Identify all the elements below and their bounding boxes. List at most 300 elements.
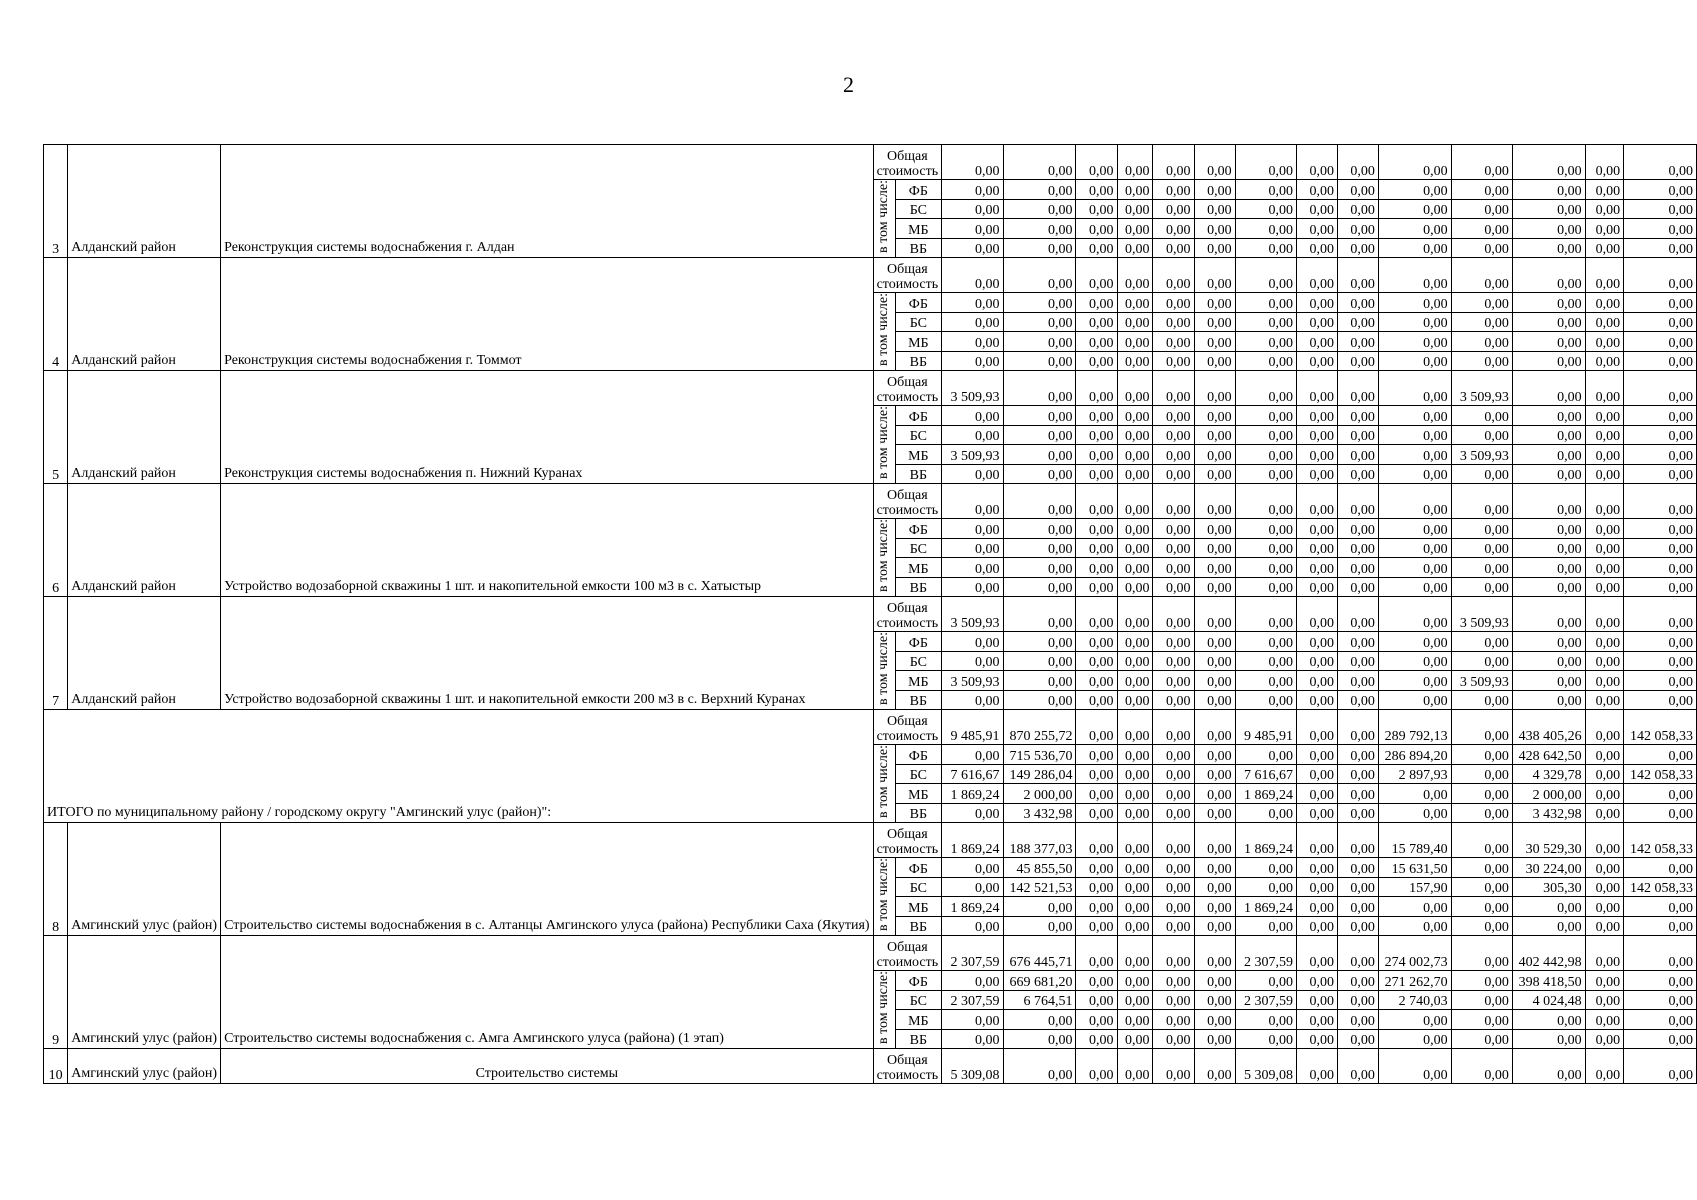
page-number: 2 bbox=[843, 72, 854, 97]
amount-cell: 0,00 bbox=[1153, 519, 1194, 539]
general-cost-label: Общая стоимость bbox=[873, 710, 942, 745]
amount-cell: 0,00 bbox=[1585, 823, 1623, 858]
amount-cell: 676 445,71 bbox=[1003, 936, 1076, 971]
amount-cell: 0,00 bbox=[1296, 199, 1337, 219]
amount-cell: 0,00 bbox=[1235, 445, 1296, 465]
amount-cell: 0,00 bbox=[1451, 577, 1512, 597]
amount-cell: 0,00 bbox=[1117, 823, 1153, 858]
amount-cell: 0,00 bbox=[1235, 219, 1296, 239]
amount-cell: 0,00 bbox=[1296, 597, 1337, 632]
amount-cell: 0,00 bbox=[1296, 823, 1337, 858]
amount-cell: 0,00 bbox=[1585, 145, 1623, 180]
amount-cell: 0,00 bbox=[1117, 312, 1153, 332]
amount-cell: 0,00 bbox=[1153, 238, 1194, 258]
amount-cell: 289 792,13 bbox=[1378, 710, 1451, 745]
amount-cell: 30 529,30 bbox=[1512, 823, 1585, 858]
amount-cell: 0,00 bbox=[1451, 484, 1512, 519]
amount-cell: 0,00 bbox=[1003, 425, 1076, 445]
amount-cell: 0,00 bbox=[1235, 916, 1296, 936]
amount-cell: 0,00 bbox=[1451, 764, 1512, 784]
amount-cell: 0,00 bbox=[1451, 971, 1512, 991]
amount-cell: 0,00 bbox=[1076, 445, 1117, 465]
amount-cell: 3 509,93 bbox=[1451, 445, 1512, 465]
row-number: 9 bbox=[44, 936, 68, 1049]
amount-cell: 0,00 bbox=[1624, 371, 1697, 406]
amount-cell: 0,00 bbox=[1624, 558, 1697, 578]
amount-cell: 305,30 bbox=[1512, 877, 1585, 897]
amount-cell: 0,00 bbox=[1585, 858, 1623, 878]
amount-cell: 3 432,98 bbox=[1512, 803, 1585, 823]
amount-cell: 0,00 bbox=[1378, 803, 1451, 823]
amount-cell: 188 377,03 bbox=[1003, 823, 1076, 858]
amount-cell: 0,00 bbox=[1153, 632, 1194, 652]
funding-source: ВБ bbox=[895, 916, 942, 936]
amount-cell: 0,00 bbox=[1338, 690, 1379, 710]
funding-source: МБ bbox=[895, 332, 942, 352]
amount-cell: 5 309,08 bbox=[1235, 1049, 1296, 1084]
amount-cell: 0,00 bbox=[1194, 651, 1235, 671]
amount-cell: 0,00 bbox=[1512, 690, 1585, 710]
amount-cell: 0,00 bbox=[1338, 145, 1379, 180]
amount-cell: 0,00 bbox=[1585, 293, 1623, 313]
amount-cell: 157,90 bbox=[1378, 877, 1451, 897]
amount-cell: 0,00 bbox=[1338, 710, 1379, 745]
project-name: Реконструкция системы водоснабжения п. Нижний Куранах bbox=[221, 371, 873, 484]
amount-cell: 715 536,70 bbox=[1003, 745, 1076, 765]
amount-cell: 0,00 bbox=[1194, 745, 1235, 765]
amount-cell: 0,00 bbox=[942, 877, 1003, 897]
amount-cell: 0,00 bbox=[1194, 519, 1235, 539]
table-row bbox=[44, 1049, 1697, 1084]
amount-cell: 398 418,50 bbox=[1512, 971, 1585, 991]
amount-cell: 0,00 bbox=[1117, 764, 1153, 784]
amount-cell: 0,00 bbox=[1117, 464, 1153, 484]
amount-cell: 0,00 bbox=[1338, 877, 1379, 897]
row-number: 10 bbox=[44, 1049, 68, 1084]
amount-cell: 0,00 bbox=[942, 558, 1003, 578]
amount-cell: 0,00 bbox=[1585, 180, 1623, 200]
amount-cell: 0,00 bbox=[1194, 538, 1235, 558]
amount-cell: 0,00 bbox=[1296, 784, 1337, 804]
amount-cell: 0,00 bbox=[1378, 219, 1451, 239]
amount-cell: 0,00 bbox=[1194, 803, 1235, 823]
amount-cell: 3 432,98 bbox=[1003, 803, 1076, 823]
amount-cell: 0,00 bbox=[1451, 293, 1512, 313]
amount-cell: 0,00 bbox=[1117, 1029, 1153, 1049]
including-text: в том числе: bbox=[876, 632, 892, 705]
amount-cell: 149 286,04 bbox=[1003, 764, 1076, 784]
amount-cell: 0,00 bbox=[942, 803, 1003, 823]
amount-cell: 1 869,24 bbox=[942, 784, 1003, 804]
amount-cell: 0,00 bbox=[1076, 351, 1117, 371]
amount-cell: 0,00 bbox=[1338, 558, 1379, 578]
amount-cell: 7 616,67 bbox=[942, 764, 1003, 784]
amount-cell: 0,00 bbox=[1153, 538, 1194, 558]
amount-cell: 0,00 bbox=[1235, 597, 1296, 632]
amount-cell: 0,00 bbox=[1194, 332, 1235, 352]
amount-cell: 0,00 bbox=[942, 351, 1003, 371]
amount-cell: 0,00 bbox=[1338, 445, 1379, 465]
project-name: Реконструкция системы водоснабжения г. Алдан bbox=[221, 145, 873, 258]
district-name: Алданский район bbox=[68, 484, 221, 597]
including-text: в том числе: bbox=[876, 519, 892, 592]
amount-cell: 0,00 bbox=[1585, 425, 1623, 445]
total-label: ИТОГО по муниципальному району / городскому округу "Амгинский улус (район)": bbox=[44, 710, 874, 823]
amount-cell: 0,00 bbox=[1512, 597, 1585, 632]
amount-cell: 0,00 bbox=[1378, 519, 1451, 539]
amount-cell: 0,00 bbox=[1512, 145, 1585, 180]
amount-cell: 142 058,33 bbox=[1624, 877, 1697, 897]
amount-cell: 0,00 bbox=[1378, 651, 1451, 671]
amount-cell: 0,00 bbox=[1585, 710, 1623, 745]
amount-cell: 0,00 bbox=[1451, 425, 1512, 445]
amount-cell: 0,00 bbox=[1003, 145, 1076, 180]
amount-cell: 2 740,03 bbox=[1378, 990, 1451, 1010]
budget-table bbox=[43, 144, 1697, 1084]
amount-cell: 0,00 bbox=[1512, 219, 1585, 239]
amount-cell: 6 764,51 bbox=[1003, 990, 1076, 1010]
funding-source: ВБ bbox=[895, 803, 942, 823]
amount-cell: 0,00 bbox=[1194, 671, 1235, 691]
amount-cell: 0,00 bbox=[1235, 406, 1296, 426]
amount-cell: 0,00 bbox=[1338, 1029, 1379, 1049]
general-cost-label: Общая стоимость bbox=[873, 371, 942, 406]
amount-cell: 0,00 bbox=[942, 145, 1003, 180]
amount-cell: 0,00 bbox=[1076, 180, 1117, 200]
amount-cell: 0,00 bbox=[1624, 936, 1697, 971]
amount-cell: 0,00 bbox=[1076, 199, 1117, 219]
amount-cell: 0,00 bbox=[942, 745, 1003, 765]
amount-cell: 0,00 bbox=[1194, 464, 1235, 484]
amount-cell: 0,00 bbox=[1117, 293, 1153, 313]
amount-cell: 0,00 bbox=[1235, 538, 1296, 558]
amount-cell: 0,00 bbox=[1296, 312, 1337, 332]
amount-cell: 0,00 bbox=[1117, 690, 1153, 710]
amount-cell: 0,00 bbox=[1153, 425, 1194, 445]
amount-cell: 0,00 bbox=[1117, 877, 1153, 897]
amount-cell: 0,00 bbox=[1076, 916, 1117, 936]
amount-cell: 0,00 bbox=[1451, 990, 1512, 1010]
amount-cell: 0,00 bbox=[1194, 351, 1235, 371]
amount-cell: 0,00 bbox=[1235, 312, 1296, 332]
amount-cell: 0,00 bbox=[1624, 484, 1697, 519]
amount-cell: 0,00 bbox=[1117, 745, 1153, 765]
amount-cell: 0,00 bbox=[1003, 199, 1076, 219]
amount-cell: 0,00 bbox=[1076, 803, 1117, 823]
amount-cell: 0,00 bbox=[1378, 632, 1451, 652]
amount-cell: 0,00 bbox=[1296, 990, 1337, 1010]
amount-cell: 0,00 bbox=[1076, 971, 1117, 991]
amount-cell: 0,00 bbox=[1296, 577, 1337, 597]
amount-cell: 0,00 bbox=[1076, 238, 1117, 258]
amount-cell: 0,00 bbox=[1585, 877, 1623, 897]
amount-cell: 0,00 bbox=[942, 180, 1003, 200]
general-cost-label: Общая стоимость bbox=[873, 823, 942, 858]
funding-source: МБ bbox=[895, 671, 942, 691]
amount-cell: 0,00 bbox=[942, 258, 1003, 293]
amount-cell: 7 616,67 bbox=[1235, 764, 1296, 784]
amount-cell: 0,00 bbox=[1624, 445, 1697, 465]
amount-cell: 0,00 bbox=[1451, 1049, 1512, 1084]
amount-cell: 0,00 bbox=[1451, 351, 1512, 371]
amount-cell: 0,00 bbox=[1117, 597, 1153, 632]
amount-cell: 30 224,00 bbox=[1512, 858, 1585, 878]
funding-source: ФБ bbox=[895, 406, 942, 426]
amount-cell: 0,00 bbox=[1194, 1049, 1235, 1084]
amount-cell: 0,00 bbox=[1451, 710, 1512, 745]
amount-cell: 0,00 bbox=[942, 858, 1003, 878]
amount-cell: 0,00 bbox=[1235, 351, 1296, 371]
amount-cell: 0,00 bbox=[1378, 897, 1451, 917]
funding-source: ФБ bbox=[895, 971, 942, 991]
amount-cell: 0,00 bbox=[1003, 351, 1076, 371]
amount-cell: 0,00 bbox=[1296, 690, 1337, 710]
amount-cell: 0,00 bbox=[1117, 425, 1153, 445]
amount-cell: 0,00 bbox=[1512, 519, 1585, 539]
including-text: в том числе: bbox=[876, 745, 892, 818]
amount-cell: 3 509,93 bbox=[942, 371, 1003, 406]
amount-cell: 2 897,93 bbox=[1378, 764, 1451, 784]
amount-cell: 0,00 bbox=[1003, 332, 1076, 352]
amount-cell: 0,00 bbox=[1235, 877, 1296, 897]
amount-cell: 0,00 bbox=[1117, 519, 1153, 539]
amount-cell: 0,00 bbox=[1003, 293, 1076, 313]
amount-cell: 0,00 bbox=[1338, 803, 1379, 823]
amount-cell: 0,00 bbox=[1003, 406, 1076, 426]
funding-source: БС bbox=[895, 990, 942, 1010]
amount-cell: 0,00 bbox=[1512, 332, 1585, 352]
amount-cell: 0,00 bbox=[1296, 519, 1337, 539]
amount-cell: 0,00 bbox=[1451, 558, 1512, 578]
amount-cell: 142 058,33 bbox=[1624, 764, 1697, 784]
amount-cell: 0,00 bbox=[1153, 877, 1194, 897]
amount-cell: 0,00 bbox=[942, 238, 1003, 258]
amount-cell: 0,00 bbox=[1378, 1010, 1451, 1030]
including-text: в том числе: bbox=[876, 293, 892, 366]
amount-cell: 0,00 bbox=[1194, 1010, 1235, 1030]
amount-cell: 0,00 bbox=[1194, 916, 1235, 936]
funding-source: БС bbox=[895, 651, 942, 671]
amount-cell: 0,00 bbox=[1296, 897, 1337, 917]
amount-cell: 0,00 bbox=[1624, 632, 1697, 652]
amount-cell: 0,00 bbox=[1153, 180, 1194, 200]
amount-cell: 0,00 bbox=[1624, 258, 1697, 293]
funding-source: ВБ bbox=[895, 238, 942, 258]
amount-cell: 2 307,59 bbox=[942, 990, 1003, 1010]
amount-cell: 402 442,98 bbox=[1512, 936, 1585, 971]
amount-cell: 1 869,24 bbox=[1235, 823, 1296, 858]
amount-cell: 0,00 bbox=[1235, 238, 1296, 258]
amount-cell: 0,00 bbox=[1003, 651, 1076, 671]
district-name: Алданский район bbox=[68, 371, 221, 484]
amount-cell: 0,00 bbox=[1585, 199, 1623, 219]
amount-cell: 0,00 bbox=[1117, 897, 1153, 917]
amount-cell: 0,00 bbox=[1194, 990, 1235, 1010]
amount-cell: 0,00 bbox=[1194, 577, 1235, 597]
amount-cell: 0,00 bbox=[1512, 1029, 1585, 1049]
amount-cell: 0,00 bbox=[1003, 219, 1076, 239]
amount-cell: 0,00 bbox=[1076, 258, 1117, 293]
amount-cell: 0,00 bbox=[1585, 577, 1623, 597]
table-row bbox=[44, 484, 1697, 519]
amount-cell: 0,00 bbox=[1153, 577, 1194, 597]
amount-cell: 0,00 bbox=[1451, 745, 1512, 765]
row-number: 6 bbox=[44, 484, 68, 597]
amount-cell: 0,00 bbox=[1624, 577, 1697, 597]
general-cost-label: Общая стоимость bbox=[873, 484, 942, 519]
amount-cell: 0,00 bbox=[1194, 199, 1235, 219]
district-name: Алданский район bbox=[68, 145, 221, 258]
amount-cell: 0,00 bbox=[942, 632, 1003, 652]
amount-cell: 2 307,59 bbox=[942, 936, 1003, 971]
amount-cell: 0,00 bbox=[1117, 258, 1153, 293]
amount-cell: 0,00 bbox=[1585, 897, 1623, 917]
amount-cell: 0,00 bbox=[1378, 558, 1451, 578]
amount-cell: 0,00 bbox=[1117, 238, 1153, 258]
including-label bbox=[873, 745, 895, 823]
amount-cell: 0,00 bbox=[1194, 445, 1235, 465]
amount-cell: 0,00 bbox=[1338, 651, 1379, 671]
amount-cell: 0,00 bbox=[1451, 238, 1512, 258]
amount-cell: 0,00 bbox=[1194, 764, 1235, 784]
amount-cell: 0,00 bbox=[1512, 558, 1585, 578]
amount-cell: 0,00 bbox=[1076, 145, 1117, 180]
funding-source: ФБ bbox=[895, 180, 942, 200]
amount-cell: 0,00 bbox=[942, 1010, 1003, 1030]
amount-cell: 0,00 bbox=[942, 406, 1003, 426]
table-row bbox=[44, 597, 1697, 632]
amount-cell: 0,00 bbox=[1194, 425, 1235, 445]
amount-cell: 0,00 bbox=[1451, 538, 1512, 558]
amount-cell: 0,00 bbox=[1117, 671, 1153, 691]
amount-cell: 0,00 bbox=[1338, 916, 1379, 936]
amount-cell: 0,00 bbox=[1194, 897, 1235, 917]
amount-cell: 0,00 bbox=[1296, 464, 1337, 484]
amount-cell: 0,00 bbox=[1235, 258, 1296, 293]
amount-cell: 0,00 bbox=[1153, 484, 1194, 519]
amount-cell: 0,00 bbox=[1076, 484, 1117, 519]
amount-cell: 0,00 bbox=[1378, 577, 1451, 597]
amount-cell: 0,00 bbox=[1585, 632, 1623, 652]
amount-cell: 669 681,20 bbox=[1003, 971, 1076, 991]
amount-cell: 0,00 bbox=[1338, 1049, 1379, 1084]
amount-cell: 0,00 bbox=[1624, 351, 1697, 371]
amount-cell: 0,00 bbox=[1512, 484, 1585, 519]
amount-cell: 0,00 bbox=[1585, 971, 1623, 991]
amount-cell: 0,00 bbox=[1378, 690, 1451, 710]
including-label bbox=[873, 632, 895, 710]
amount-cell: 1 869,24 bbox=[1235, 897, 1296, 917]
amount-cell: 0,00 bbox=[942, 690, 1003, 710]
amount-cell: 0,00 bbox=[1076, 332, 1117, 352]
amount-cell: 0,00 bbox=[1153, 145, 1194, 180]
amount-cell: 0,00 bbox=[942, 199, 1003, 219]
amount-cell: 0,00 bbox=[1296, 1029, 1337, 1049]
amount-cell: 0,00 bbox=[1003, 180, 1076, 200]
amount-cell: 0,00 bbox=[1296, 351, 1337, 371]
amount-cell: 0,00 bbox=[1117, 858, 1153, 878]
amount-cell: 0,00 bbox=[1585, 219, 1623, 239]
amount-cell: 0,00 bbox=[1512, 312, 1585, 332]
general-cost-label: Общая стоимость bbox=[873, 258, 942, 293]
amount-cell: 0,00 bbox=[1338, 971, 1379, 991]
amount-cell: 142 521,53 bbox=[1003, 877, 1076, 897]
funding-source: ВБ bbox=[895, 464, 942, 484]
funding-source: ФБ bbox=[895, 293, 942, 313]
amount-cell: 0,00 bbox=[1338, 371, 1379, 406]
funding-source: ВБ bbox=[895, 351, 942, 371]
amount-cell: 0,00 bbox=[1378, 1029, 1451, 1049]
project-name: Строительство системы водоснабжения в с. Алтанцы Амгинского улуса (района) Республики Саха (Якутия) bbox=[221, 823, 873, 936]
including-label bbox=[873, 406, 895, 484]
amount-cell: 2 000,00 bbox=[1512, 784, 1585, 804]
amount-cell: 0,00 bbox=[1003, 258, 1076, 293]
funding-source: ФБ bbox=[895, 858, 942, 878]
amount-cell: 0,00 bbox=[1338, 671, 1379, 691]
amount-cell: 0,00 bbox=[1235, 293, 1296, 313]
amount-cell: 0,00 bbox=[1235, 145, 1296, 180]
amount-cell: 0,00 bbox=[1378, 145, 1451, 180]
including-text: в том числе: bbox=[876, 180, 892, 253]
amount-cell: 0,00 bbox=[1296, 445, 1337, 465]
amount-cell: 0,00 bbox=[1194, 145, 1235, 180]
amount-cell: 1 869,24 bbox=[942, 897, 1003, 917]
amount-cell: 0,00 bbox=[1296, 803, 1337, 823]
amount-cell: 0,00 bbox=[1585, 238, 1623, 258]
amount-cell: 0,00 bbox=[1624, 519, 1697, 539]
amount-cell: 3 509,93 bbox=[1451, 371, 1512, 406]
amount-cell: 0,00 bbox=[942, 464, 1003, 484]
amount-cell: 0,00 bbox=[1512, 538, 1585, 558]
amount-cell: 0,00 bbox=[1338, 538, 1379, 558]
amount-cell: 0,00 bbox=[1194, 877, 1235, 897]
funding-source: МБ bbox=[895, 558, 942, 578]
funding-source: МБ bbox=[895, 445, 942, 465]
amount-cell: 0,00 bbox=[1153, 406, 1194, 426]
amount-cell: 0,00 bbox=[1624, 916, 1697, 936]
amount-cell: 0,00 bbox=[1451, 1029, 1512, 1049]
amount-cell: 0,00 bbox=[1153, 764, 1194, 784]
including-label bbox=[873, 180, 895, 258]
amount-cell: 0,00 bbox=[1585, 1049, 1623, 1084]
amount-cell: 0,00 bbox=[1624, 597, 1697, 632]
amount-cell: 0,00 bbox=[1296, 145, 1337, 180]
amount-cell: 0,00 bbox=[1585, 990, 1623, 1010]
amount-cell: 0,00 bbox=[1153, 312, 1194, 332]
amount-cell: 0,00 bbox=[1076, 823, 1117, 858]
amount-cell: 0,00 bbox=[942, 293, 1003, 313]
amount-cell: 0,00 bbox=[1296, 558, 1337, 578]
amount-cell: 0,00 bbox=[1451, 916, 1512, 936]
funding-source: ФБ bbox=[895, 632, 942, 652]
including-label bbox=[873, 971, 895, 1049]
funding-source: БС bbox=[895, 425, 942, 445]
amount-cell: 0,00 bbox=[1076, 293, 1117, 313]
amount-cell: 0,00 bbox=[1153, 219, 1194, 239]
district-name: Алданский район bbox=[68, 258, 221, 371]
amount-cell: 0,00 bbox=[1378, 445, 1451, 465]
amount-cell: 0,00 bbox=[1378, 293, 1451, 313]
amount-cell: 0,00 bbox=[1153, 971, 1194, 991]
amount-cell: 9 485,91 bbox=[1235, 710, 1296, 745]
funding-source: БС bbox=[895, 312, 942, 332]
amount-cell: 0,00 bbox=[1117, 1010, 1153, 1030]
amount-cell: 0,00 bbox=[1153, 784, 1194, 804]
amount-cell: 0,00 bbox=[1451, 258, 1512, 293]
amount-cell: 0,00 bbox=[1338, 990, 1379, 1010]
amount-cell: 0,00 bbox=[1153, 597, 1194, 632]
amount-cell: 0,00 bbox=[1194, 312, 1235, 332]
